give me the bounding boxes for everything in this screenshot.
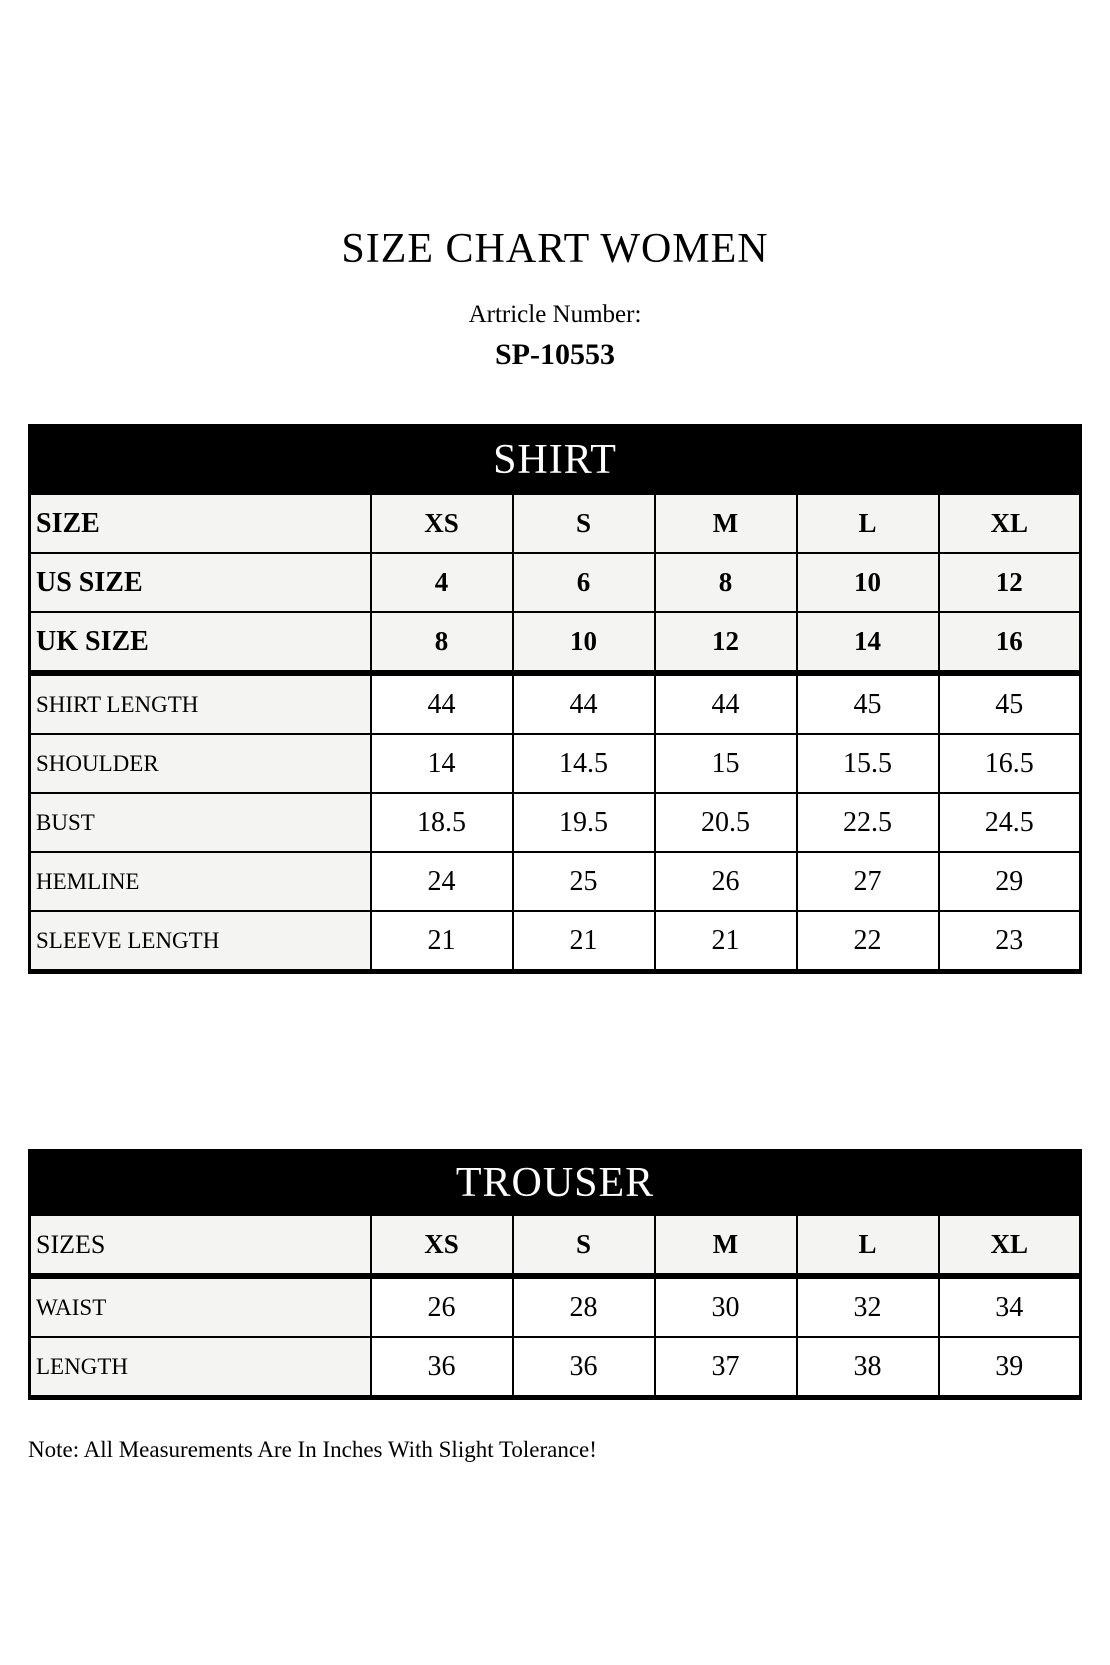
row-label-cell: LENGTH (30, 1337, 371, 1398)
size-value-cell: 22.5 (797, 793, 939, 852)
row-label-cell: US SIZE (30, 553, 371, 612)
row-label-cell: WAIST (30, 1276, 371, 1337)
size-value-cell: 21 (655, 911, 797, 972)
size-value-cell: XL (939, 494, 1081, 553)
table-row (30, 1276, 1081, 1337)
table-row (30, 911, 1081, 972)
size-value-cell: 37 (655, 1337, 797, 1398)
size-value-cell: 28 (513, 1276, 655, 1337)
size-value-cell: 38 (797, 1337, 939, 1398)
table-row (30, 852, 1081, 911)
measurement-note: Note: All Measurements Are In Inches With Slight Tolerance! (28, 1437, 597, 1463)
size-value-cell: 21 (513, 911, 655, 972)
size-value-cell: 12 (655, 612, 797, 673)
size-value-cell: XL (939, 1215, 1081, 1276)
size-value-cell: 10 (513, 612, 655, 673)
size-value-cell: 12 (939, 553, 1081, 612)
row-label-cell: UK SIZE (30, 612, 371, 673)
page-title: SIZE CHART WOMEN (341, 226, 769, 272)
size-value-cell: XS (371, 494, 513, 553)
table-row (30, 494, 1081, 553)
table-row (30, 553, 1081, 612)
article-number-label: Artricle Number: (468, 301, 642, 329)
size-value-cell: 14 (797, 612, 939, 673)
size-value-cell: 44 (655, 673, 797, 734)
size-value-cell: 16.5 (939, 734, 1081, 793)
shirt-size-table (28, 424, 1082, 974)
size-value-cell: 39 (939, 1337, 1081, 1398)
trouser-size-table (28, 1149, 1082, 1400)
trouser-table-title: TROUSER (30, 1151, 1081, 1216)
size-value-cell: M (655, 1215, 797, 1276)
size-value-cell: XS (371, 1215, 513, 1276)
size-value-cell: 32 (797, 1276, 939, 1337)
size-value-cell: 21 (371, 911, 513, 972)
table-row (30, 612, 1081, 673)
row-label-cell: BUST (30, 793, 371, 852)
size-value-cell: 45 (939, 673, 1081, 734)
row-label-cell: HEMLINE (30, 852, 371, 911)
size-value-cell: 26 (371, 1276, 513, 1337)
size-value-cell: 30 (655, 1276, 797, 1337)
size-value-cell: 14 (371, 734, 513, 793)
size-value-cell: 19.5 (513, 793, 655, 852)
size-value-cell: 44 (513, 673, 655, 734)
size-value-cell: 34 (939, 1276, 1081, 1337)
size-value-cell: 27 (797, 852, 939, 911)
size-value-cell: 23 (939, 911, 1081, 972)
size-value-cell: S (513, 1215, 655, 1276)
size-value-cell: 8 (655, 553, 797, 612)
row-label-cell: SIZES (30, 1215, 371, 1276)
size-value-cell: M (655, 494, 797, 553)
table-row (30, 1215, 1081, 1276)
size-value-cell: 8 (371, 612, 513, 673)
table-row (30, 793, 1081, 852)
size-value-cell: 25 (513, 852, 655, 911)
size-value-cell: 10 (797, 553, 939, 612)
article-number-value: SP-10553 (495, 338, 615, 372)
size-value-cell: 24.5 (939, 793, 1081, 852)
table-row (30, 673, 1081, 734)
size-value-cell: 45 (797, 673, 939, 734)
size-value-cell: L (797, 494, 939, 553)
size-value-cell: 16 (939, 612, 1081, 673)
row-label-cell: SHIRT LENGTH (30, 673, 371, 734)
size-value-cell: 6 (513, 553, 655, 612)
size-value-cell: 29 (939, 852, 1081, 911)
size-value-cell: 22 (797, 911, 939, 972)
size-value-cell: 24 (371, 852, 513, 911)
table-row (30, 1151, 1081, 1216)
size-value-cell: 4 (371, 553, 513, 612)
size-value-cell: 14.5 (513, 734, 655, 793)
shirt-table-title: SHIRT (30, 426, 1081, 495)
row-label-cell: SIZE (30, 494, 371, 553)
table-row (30, 1337, 1081, 1398)
size-value-cell: 18.5 (371, 793, 513, 852)
size-value-cell: S (513, 494, 655, 553)
size-value-cell: 36 (513, 1337, 655, 1398)
size-value-cell: L (797, 1215, 939, 1276)
table-row (30, 426, 1081, 495)
row-label-cell: SLEEVE LENGTH (30, 911, 371, 972)
size-value-cell: 44 (371, 673, 513, 734)
size-value-cell: 15.5 (797, 734, 939, 793)
table-row (30, 734, 1081, 793)
size-value-cell: 15 (655, 734, 797, 793)
size-value-cell: 36 (371, 1337, 513, 1398)
size-value-cell: 26 (655, 852, 797, 911)
size-value-cell: 20.5 (655, 793, 797, 852)
row-label-cell: SHOULDER (30, 734, 371, 793)
